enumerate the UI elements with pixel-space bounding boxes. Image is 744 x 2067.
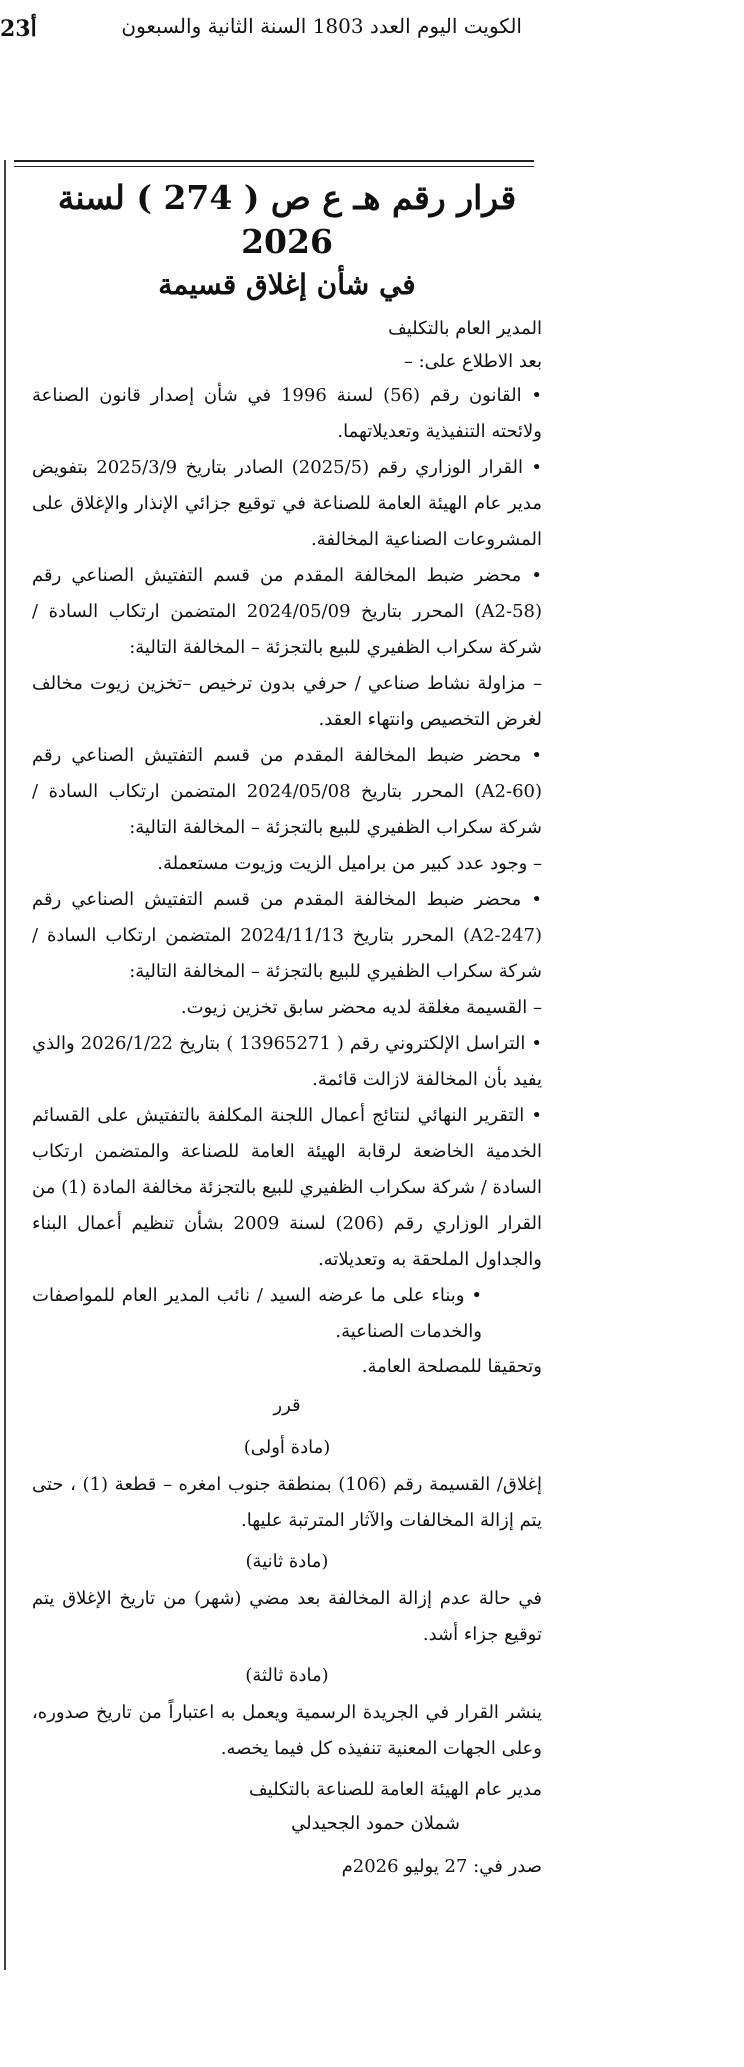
decree-subtitle: في شأن إغلاق قسيمة [158, 268, 416, 301]
decree-author: المدير العام بالتكليف [388, 318, 542, 339]
header-rule-thin [14, 166, 534, 167]
issue-date: صدر في: 27 يوليو 2026م [341, 1856, 542, 1877]
article-heading: (مادة ثانية) [245, 1551, 329, 1572]
preamble-item: • محضر ضبط المخالفة المقدم من قسم التفتيش الصناعي رقم (A2-247) المحرر بتاريخ 2024/11/13 المتضمن ارتكاب السادة / شركة سكراب الظفيري للبيع بالتجزئة – المخالفة التالية: [32, 889, 542, 982]
preamble-item: • محضر ضبط المخالفة المقدم من قسم التفتيش الصناعي رقم (A2-58) المحرر بتاريخ 2024/05/09 المتضمن ارتكاب السادة / شركة سكراب الظفيري للبيع بالتجزئة – المخالفة التالية: [32, 565, 542, 658]
header-rule-thick [14, 160, 534, 162]
public-interest-line: وتحقيقا للمصلحة العامة. [361, 1356, 542, 1377]
signer-position: مدير عام الهيئة العامة للصناعة بالتكليف [249, 1779, 542, 1800]
decree-body [32, 172, 542, 1886]
preamble-item: • التراسل الإلكتروني رقم ( 13965271 ) بتاريخ 2026/1/22 والذي يفيد بأن المخالفة لازالت قائمة. [32, 1033, 542, 1090]
decided-heading: قرر [273, 1395, 301, 1416]
preamble-item: – القسيمة مغلقة لديه محضر سابق تخزين زيوت. [180, 997, 542, 1018]
preamble-item: – مزاولة نشاط صناعي / حرفي بدون ترخيص –تخزين زيوت مخالف لغرض التخصيص وانتهاء العقد. [32, 673, 542, 730]
page-number: 23أ [0, 16, 37, 42]
article-text: إغلاق/ القسيمة رقم (106) بمنطقة جنوب امغره – قطعة (1) ، حتى يتم إزالة المخالفات والآثار المترتبة عليها. [32, 1474, 542, 1531]
preamble-item: • محضر ضبط المخالفة المقدم من قسم التفتيش الصناعي رقم (A2-60) المحرر بتاريخ 2024/05/08 المتضمن ارتكاب السادة / شركة سكراب الظفيري للبيع بالتجزئة – المخالفة التالية: [32, 745, 542, 838]
preamble-item: • القانون رقم (56) لسنة 1996 في شأن إصدار قانون الصناعة ولائحته التنفيذية وتعديلاتهما. [32, 385, 543, 442]
article-heading: (مادة أولى) [243, 1437, 331, 1458]
article-text: في حالة عدم إزالة المخالفة بعد مضي (شهر) من تاريخ الإغلاق يتم توقيع جزاء أشد. [32, 1588, 542, 1645]
preamble-item-closing: • وبناء على ما عرضه السيد / نائب المدير العام للمواصفات والخدمات الصناعية. [32, 1285, 482, 1342]
preamble-item: • التقرير النهائي لنتائج أعمال اللجنة المكلفة بالتفتيش على القسائم الخدمية الخاضعة لرقابة الهيئة العامة للصناعة والمتضمن ارتكاب السادة / شركة سكراب الظفيري للبيع بالتجزئة مخالفة المادة (1) من القرار الوزاري رقم (206) لسنة 2009 بشأن تنظيم أعمال البناء والجداول الملحقة به وتعديلاته. [32, 1105, 542, 1270]
decree-title: قرار رقم هـ ع ص ( 274 ) لسنة 2026 [57, 178, 517, 261]
running-head: الكويت اليوم العدد 1803 السنة الثانية والسبعون [121, 14, 522, 38]
article-text: ينشر القرار في الجريدة الرسمية ويعمل به اعتباراً من تاريخ صدوره، وعلى الجهات المعنية تنفيذه كل فيما يخصه. [32, 1702, 542, 1759]
signer-name: شملان حمود الجحيدلي [291, 1813, 460, 1834]
preamble-item: • القرار الوزاري رقم (2025/5) الصادر بتاريخ 2025/3/9 بتفويض مدير عام الهيئة العامة للصناعة في توقيع جزائي الإنذار والإغلاق على المشروعات الصناعية المخالفة. [32, 457, 542, 550]
after-review-line: بعد الاطلاع على: – [403, 351, 542, 372]
column-rule [4, 160, 6, 1970]
preamble-item: – وجود عدد كبير من براميل الزيت وزيوت مستعملة. [157, 853, 542, 874]
article-heading: (مادة ثالثة) [245, 1665, 329, 1686]
page-header [0, 10, 744, 50]
